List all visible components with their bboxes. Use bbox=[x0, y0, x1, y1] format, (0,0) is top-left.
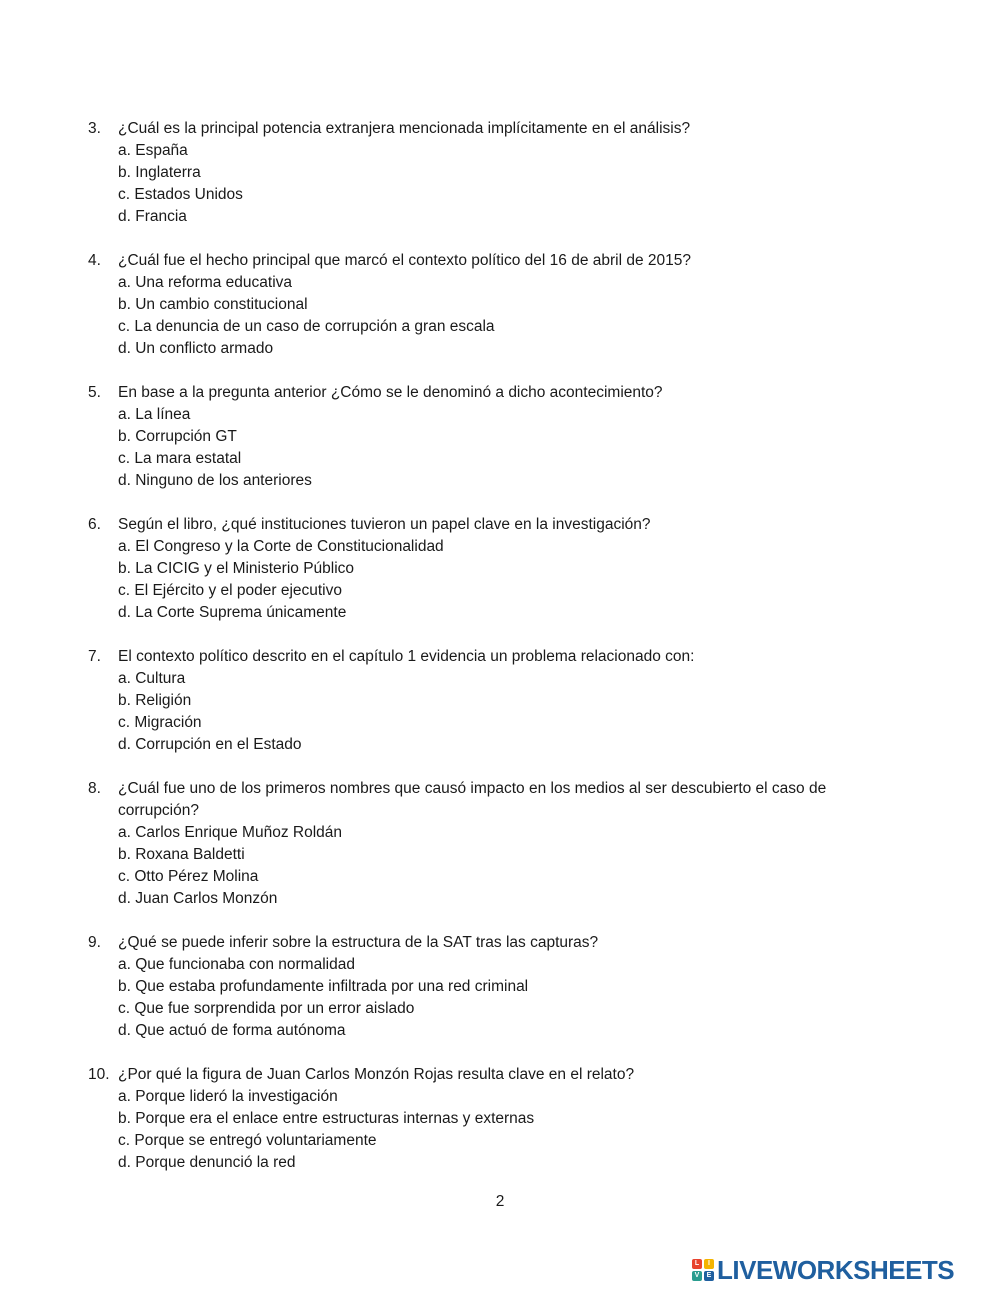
logo-tile: V bbox=[692, 1271, 702, 1281]
question-item bbox=[88, 932, 878, 1042]
answer-option: d. Que actuó de forma autónoma bbox=[118, 1022, 346, 1039]
question-text: ¿Por qué la figura de Juan Carlos Monzón Rojas resulta clave en el relato? bbox=[118, 1066, 635, 1083]
answer-option: c. Que fue sorprendida por un error aislado bbox=[118, 1000, 415, 1017]
question-text: ¿Cuál fue el hecho principal que marcó el contexto político del 16 de abril de 2015? bbox=[118, 252, 692, 269]
answer-option: a. Una reforma educativa bbox=[118, 274, 293, 291]
question-number: 3. bbox=[88, 120, 101, 137]
answer-option: d. Ninguno de los anteriores bbox=[118, 472, 312, 489]
answer-option: b. La CICIG y el Ministerio Público bbox=[118, 560, 355, 577]
answer-option: d. Porque denunció la red bbox=[118, 1154, 296, 1171]
answer-option: d. Un conflicto armado bbox=[118, 340, 274, 357]
answer-option: b. Roxana Baldetti bbox=[118, 846, 245, 863]
question-text: ¿Qué se puede inferir sobre la estructura de la SAT tras las capturas? bbox=[118, 934, 599, 951]
question-item bbox=[88, 382, 878, 492]
question-item bbox=[88, 778, 878, 910]
question-number: 4. bbox=[88, 252, 101, 269]
question-text: En base a la pregunta anterior ¿Cómo se le denominó a dicho acontecimiento? bbox=[118, 384, 663, 401]
page-number: 2 bbox=[495, 1193, 505, 1210]
answer-option: a. Carlos Enrique Muñoz Roldán bbox=[118, 824, 343, 841]
question-item bbox=[88, 250, 878, 360]
question-text: ¿Cuál fue uno de los primeros nombres que causó impacto en los medios al ser descubierto el caso de corrupción? bbox=[118, 780, 827, 819]
question-text: El contexto político descrito en el capítulo 1 evidencia un problema relacionado con: bbox=[118, 648, 695, 665]
answer-option: c. Estados Unidos bbox=[118, 186, 243, 203]
answer-option: b. Un cambio constitucional bbox=[118, 296, 308, 313]
answer-option: d. La Corte Suprema únicamente bbox=[118, 604, 347, 621]
answer-option: b. Inglaterra bbox=[118, 164, 201, 181]
question-number: 7. bbox=[88, 648, 101, 665]
answer-option: c. La mara estatal bbox=[118, 450, 242, 467]
question-item bbox=[88, 646, 878, 756]
question-text: Según el libro, ¿qué instituciones tuvieron un papel clave en la investigación? bbox=[118, 516, 651, 533]
question-number: 5. bbox=[88, 384, 101, 401]
question-number: 6. bbox=[88, 516, 101, 533]
answer-option: a. Que funcionaba con normalidad bbox=[118, 956, 355, 973]
logo-tile: I bbox=[704, 1259, 714, 1269]
question-number: 10. bbox=[88, 1066, 110, 1083]
answer-option: a. La línea bbox=[118, 406, 191, 423]
logo-tile: E bbox=[704, 1271, 714, 1281]
answer-option: a. El Congreso y la Corte de Constitucionalidad bbox=[118, 538, 444, 555]
answer-option: c. El Ejército y el poder ejecutivo bbox=[118, 582, 342, 599]
answer-option: b. Corrupción GT bbox=[118, 428, 237, 445]
question-number: 8. bbox=[88, 780, 101, 797]
answer-option: d. Corrupción en el Estado bbox=[118, 736, 302, 753]
answer-option: a. Cultura bbox=[118, 670, 186, 687]
answer-option: d. Francia bbox=[118, 208, 187, 225]
answer-option: b. Religión bbox=[118, 692, 192, 709]
question-text: ¿Cuál es la principal potencia extranjera mencionada implícitamente en el análisis? bbox=[118, 120, 691, 137]
answer-option: a. Porque lideró la investigación bbox=[118, 1088, 338, 1105]
brand-name: LIVEWORKSHEETS bbox=[717, 1254, 955, 1285]
answer-option: c. Porque se entregó voluntariamente bbox=[118, 1132, 377, 1149]
liveworksheets-brand bbox=[692, 1256, 954, 1284]
answer-option: a. España bbox=[118, 142, 188, 159]
answer-option: d. Juan Carlos Monzón bbox=[118, 890, 278, 907]
answer-option: c. La denuncia de un caso de corrupción a gran escala bbox=[118, 318, 495, 335]
answer-option: b. Que estaba profundamente infiltrada por una red criminal bbox=[118, 978, 529, 995]
liveworksheets-logo-icon bbox=[692, 1259, 714, 1281]
answer-option: b. Porque era el enlace entre estructuras internas y externas bbox=[118, 1110, 535, 1127]
answer-option: c. Otto Pérez Molina bbox=[118, 868, 259, 885]
question-item bbox=[88, 118, 878, 228]
question-list bbox=[88, 118, 878, 1196]
logo-tile: L bbox=[692, 1259, 702, 1269]
answer-option: c. Migración bbox=[118, 714, 202, 731]
question-item bbox=[88, 514, 878, 624]
question-item bbox=[88, 1064, 878, 1174]
question-number: 9. bbox=[88, 934, 101, 951]
